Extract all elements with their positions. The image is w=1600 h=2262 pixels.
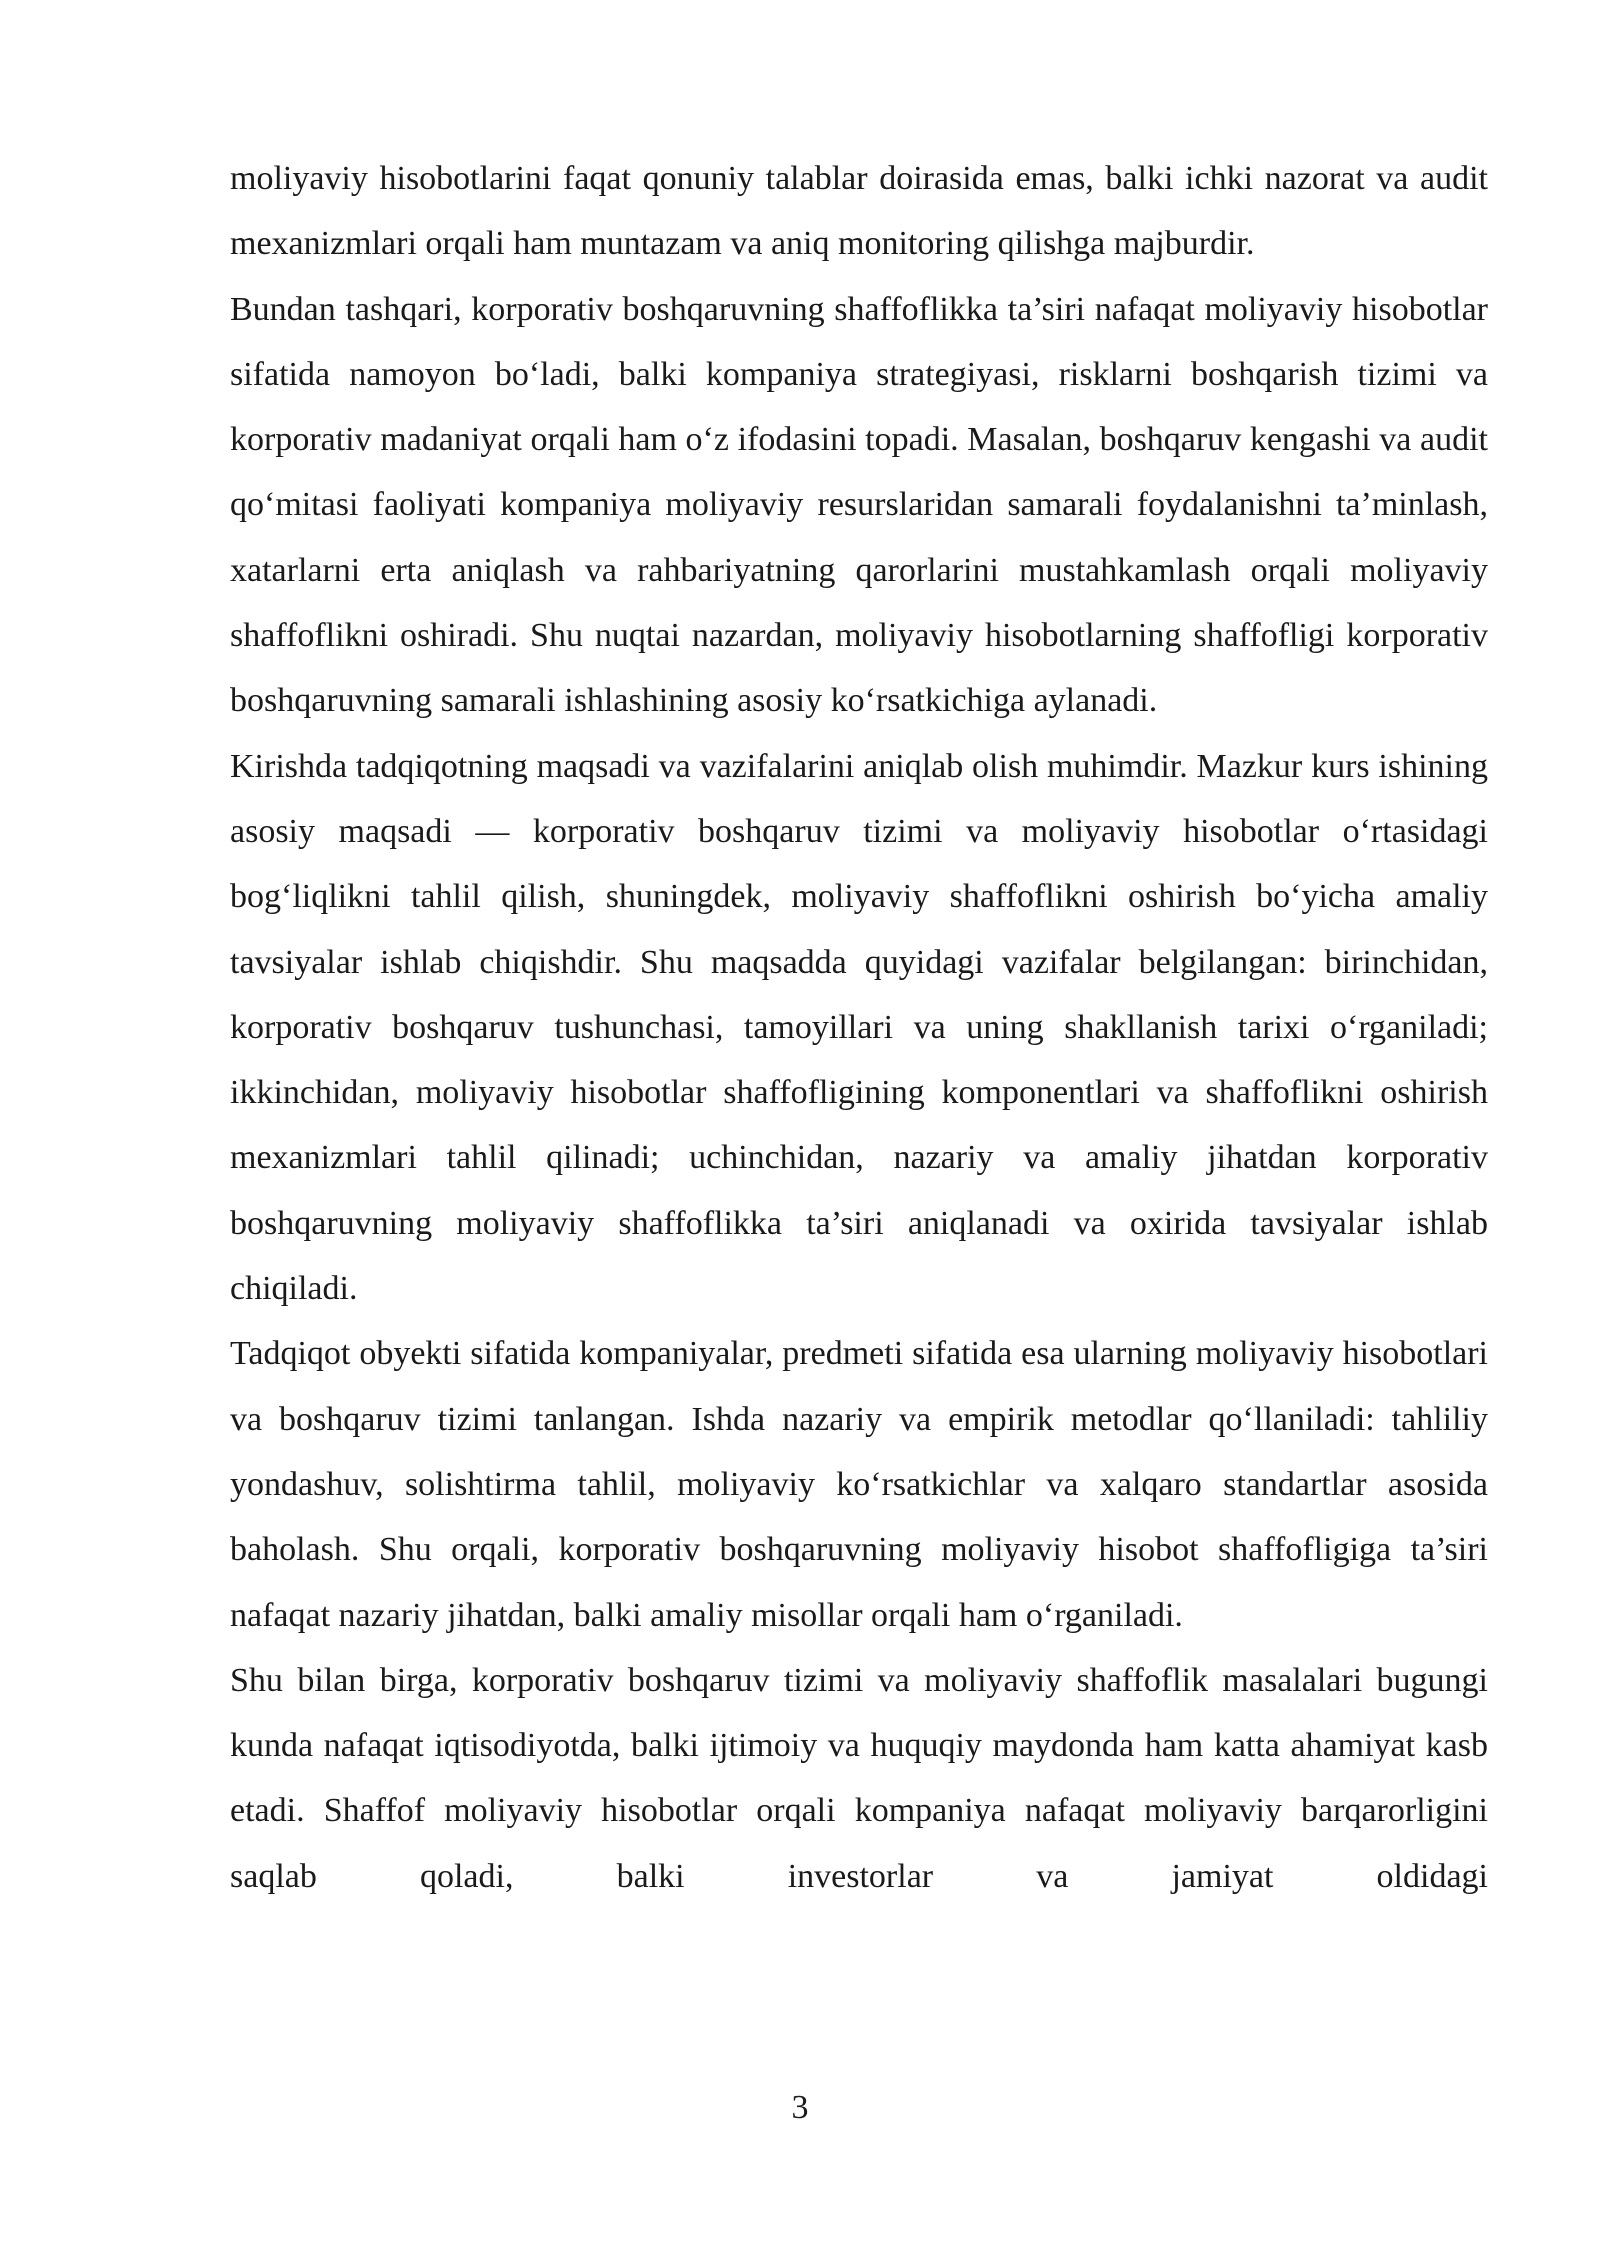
paragraph-research-object: Tadqiqot obyekti sifatida kompaniyalar, predmeti sifatida esa ularning moliyaviy hisobotlari va boshqaruv tizimi tanlangan. Ishda nazariy va empirik metodlar qo‘llaniladi: tahliliy yondashuv, solishtirma tahlil, moliyaviy ko‘rsatkichlar va xalqaro standartlar asosida baholash. Shu orqali, korporativ boshqaruvning moliyaviy hisobot shaffofligiga ta’siri nafaqat nazariy jihatdan, balki amaliy misollar orqali ham o‘rganiladi. [230,1335,1488,1634]
page-number: 3 [791,2089,809,2126]
body-text [230,146,1488,1909]
paragraph-social-legal-significance: Shu bilan birga, korporativ boshqaruv tizimi va moliyaviy shaffoflik masalalari bugungi kunda nafaqat iqtisodiyotda, balki ijtimoiy va huquqiy maydonda ham katta ahamiyat kasb etadi. Shaffof moliyaviy hisobotlar orqali kompaniya nafaqat moliyaviy barqarorligini saqlab qoladi, balki investorlar va jamiyat oldidagi [230,1661,1488,1895]
paragraph-research-goals: Kirishda tadqiqotning maqsadi va vazifalarini aniqlab olish muhimdir. Mazkur kurs ishining asosiy maqsadi — korporativ boshqaruv tizimi va moliyaviy hisobotlar o‘rtasidagi bog‘liqlikni tahlil qilish, shuningdek, moliyaviy shaffoflikni oshirish bo‘yicha amaliy tavsiyalar ishlab chiqishdir. Shu maqsadda quyidagi vazifalar belgilangan: birinchidan, korporativ boshqaruv tushunchasi, tamoyillari va uning shakllanish tarixi o‘rganiladi; ikkinchidan, moliyaviy hisobotlar shaffofligining komponentlari va shaffoflikni oshirish mexanizmlari tahlil qilinadi; uchinchidan, nazariy va amaliy jihatdan korporativ boshqaruvning moliyaviy shaffoflikka ta’siri aniqlanadi va oxirida tavsiyalar ishlab chiqiladi. [230,747,1488,1308]
paragraph-continuation: moliyaviy hisobotlarini faqat qonuniy talablar doirasida emas, balki ichki nazorat va audit mexanizmlari orqali ham muntazam va aniq monitoring qilishga majburdir. [230,160,1488,263]
paragraph-corporate-governance-impact: Bundan tashqari, korporativ boshqaruvning shaffoflikka ta’siri nafaqat moliyaviy hisobotlar sifatida namoyon bo‘ladi, balki kompaniya strategiyasi, risklarni boshqarish tizimi va korporativ madaniyat orqali ham o‘z ifodasini topadi. Masalan, boshqaruv kengashi va audit qo‘mitasi faoliyati kompaniya moliyaviy resurslaridan samarali foydalanishni ta’minlash, xatarlarni erta aniqlash va rahbariyatning qarorlarini mustahkamlash orqali moliyaviy shaffoflikni oshiradi. Shu nuqtai nazardan, moliyaviy hisobotlarning shaffofligi korporativ boshqaruvning samarali ishlashining asosiy ko‘rsatkichiga aylanadi. [230,290,1488,720]
